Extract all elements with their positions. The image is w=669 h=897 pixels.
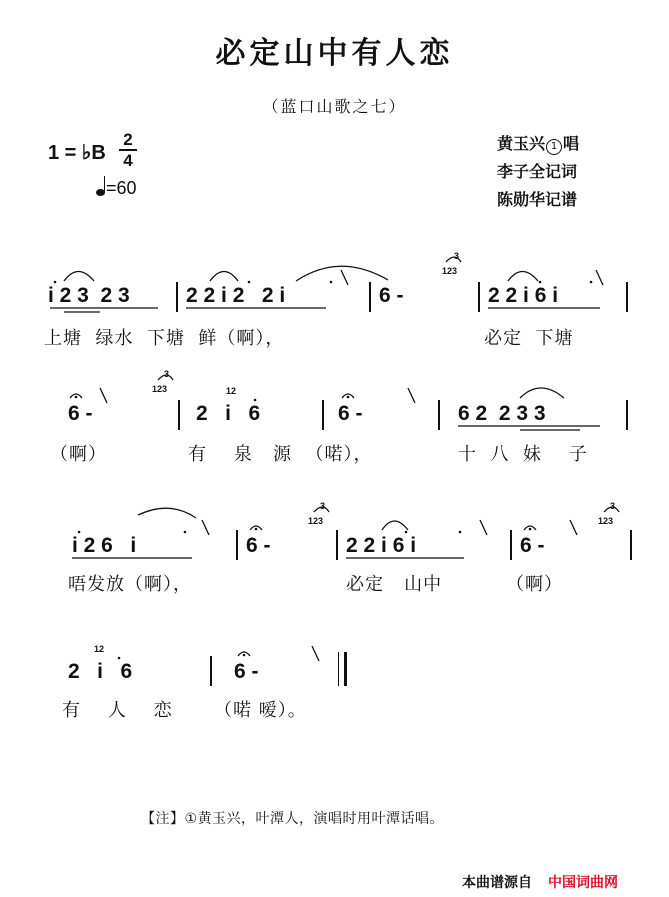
annotation-label: 【注】 bbox=[141, 811, 185, 827]
breath-mark bbox=[100, 388, 107, 403]
grace-arc bbox=[158, 375, 173, 380]
breath-mark bbox=[408, 388, 415, 403]
meter-numerator: 2 bbox=[123, 130, 133, 149]
lyrics-line2-b: 有 泉 源 （喏）， bbox=[188, 444, 373, 465]
lyrics-line3-a: 唔发放（啊）， bbox=[68, 574, 192, 595]
notes-line3-m3: 2 2 i 6 i bbox=[346, 534, 417, 557]
slur-mark bbox=[210, 272, 238, 282]
notes-line2-m1: 6 - bbox=[68, 402, 93, 425]
slur-mark bbox=[508, 272, 538, 282]
breath-mark bbox=[596, 270, 603, 285]
grace-notes: 123 bbox=[308, 516, 324, 526]
grace-notes: 12 bbox=[94, 644, 105, 654]
slur-mark bbox=[382, 521, 408, 530]
notes-line1-m2: 2 2 i 2 2 i bbox=[186, 284, 286, 307]
notes-line3-m4: 6 - bbox=[520, 534, 545, 557]
slur-mark bbox=[138, 508, 196, 518]
breath-mark bbox=[202, 520, 209, 535]
key-text: 1 = ♭B bbox=[48, 142, 106, 164]
notes-line2-m3: 6 - bbox=[338, 402, 363, 425]
lyrics-line1-b: 必定 下塘 bbox=[484, 328, 574, 349]
breath-mark bbox=[341, 270, 348, 285]
lyrics-line4-b: （喏 嗳）。 bbox=[214, 700, 307, 721]
footer bbox=[462, 872, 618, 892]
lyrics-line2-c: 十 八 妹 子 bbox=[458, 444, 588, 465]
grace-arc bbox=[604, 507, 619, 512]
grace-arc bbox=[314, 507, 329, 512]
tempo-value: =60 bbox=[106, 178, 137, 198]
lyrics-line2-a: （啊） bbox=[50, 444, 107, 465]
song-subtitle: （蓝口山歌之七） bbox=[262, 97, 407, 116]
footer-site-link[interactable]: 中国词曲网 bbox=[548, 875, 618, 891]
notes-line2-m4: 6 2 2 3 3 bbox=[458, 402, 546, 425]
lyrics-line4-a: 有 人 恋 bbox=[62, 700, 173, 721]
annotation-mark: ① bbox=[184, 811, 198, 827]
slur-mark bbox=[64, 272, 94, 282]
grace-triplet-mark: 3 bbox=[610, 501, 616, 511]
breath-mark bbox=[570, 520, 577, 535]
singer-name: 黄玉兴 bbox=[497, 134, 546, 153]
notes-line4-m2: 6 - bbox=[234, 660, 259, 683]
grace-notes: 123 bbox=[442, 266, 458, 276]
notes-line3-m1: i 2 6 i bbox=[72, 534, 137, 557]
lyrics-line3-b: 必定 山中 bbox=[346, 574, 443, 595]
notes-line1-m3: 6 - bbox=[379, 284, 404, 307]
footnote-circle-icon: 1 bbox=[546, 139, 562, 155]
grace-triplet-mark: 3 bbox=[164, 369, 170, 379]
grace-notes: 12 bbox=[226, 386, 237, 396]
lyrics-line1-a: 上塘 绿水 下塘 鲜（啊）， bbox=[44, 328, 285, 349]
credit-lyricist: 李子全记词 bbox=[497, 162, 578, 181]
notes-line1-m1: i 2 3 2 3 bbox=[48, 284, 130, 307]
breath-mark bbox=[312, 646, 319, 661]
footer-source: 本曲谱源自 bbox=[462, 875, 532, 891]
grace-notes: 123 bbox=[598, 516, 614, 526]
grace-notes: 123 bbox=[152, 384, 168, 394]
song-title: 必定山中有人恋 bbox=[215, 36, 454, 71]
notes-line2-m2: 2 i 6 bbox=[196, 402, 261, 425]
annotation-text: 黄玉兴，叶潭人，演唱时用叶潭话唱。 bbox=[197, 811, 445, 827]
notes-line3-m2: 6 - bbox=[246, 534, 271, 557]
meter-denominator: 4 bbox=[123, 151, 133, 170]
singer-role: 唱 bbox=[563, 134, 580, 153]
lyrics-line3-c: （啊） bbox=[506, 574, 563, 595]
credit-transcriber: 陈勋华记谱 bbox=[497, 190, 578, 209]
slur-mark bbox=[520, 388, 564, 398]
grace-arc bbox=[446, 257, 461, 262]
grace-triplet-mark: 3 bbox=[320, 501, 326, 511]
notes-line1-m4: 2 2 i 6 i bbox=[488, 284, 559, 307]
grace-triplet-mark: 3 bbox=[454, 251, 460, 261]
notes-line4-m1: 2 i 6 bbox=[68, 660, 133, 683]
breath-mark bbox=[480, 520, 487, 535]
annotation bbox=[141, 808, 444, 828]
